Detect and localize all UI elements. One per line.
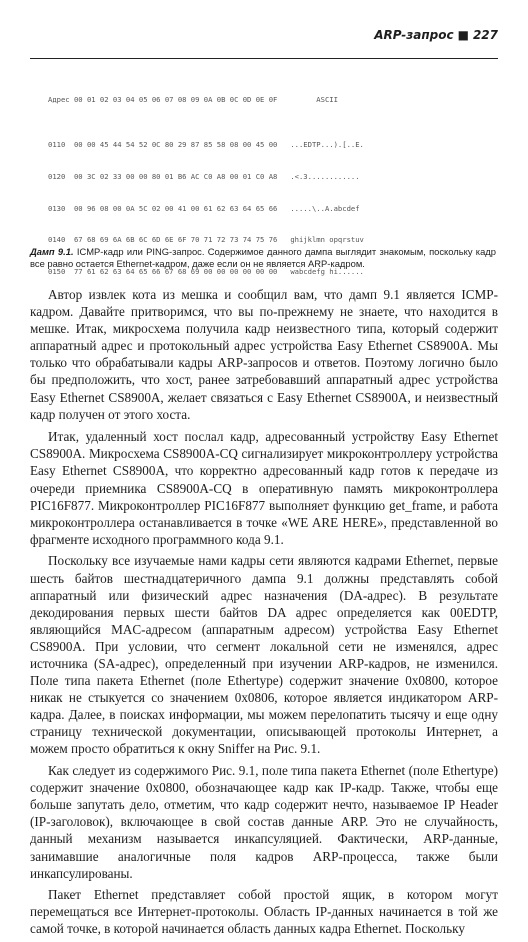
header-separator: ■ xyxy=(457,28,469,42)
running-header xyxy=(30,28,498,50)
hex-dump-row: 0140 67 68 69 6A 6B 6C 6D 6E 6F 70 71 72 73 74 75 76 ghijklmn opqrstuv xyxy=(48,235,364,245)
dump-caption xyxy=(30,246,496,270)
hex-dump-header: Адрес 00 01 02 03 04 05 06 07 08 09 0A 0B 0C 0D 0E 0F ASCII xyxy=(48,95,338,105)
header-rule xyxy=(30,58,498,59)
hex-dump-row: 0150 77 61 62 63 64 65 66 67 68 69 00 00 00 00 00 00 wabcdefg hi...... xyxy=(48,267,364,277)
paragraph: Автор извлек кота из мешка и сообщил вам, что дамп 9.1 является ICMP-кадром. Давайте притворимся, что вы по-прежнему не знаете, что находится в мешке. Итак, микросхема получила кадр неизвестного типа, который содержит аппаратный адрес и протокольный адрес устройства Easy Ethernet CS8900A. Мы только что обрабатывали кадры ARP-запросов и ответов. Поэтому логично было бы предположить, что хост, ранее затребовавший аппаратный адрес устройства Easy Ethernet CS8900A, желает связаться с Easy Ethernet CS8900A, и неизвестный кадр получен от этого хоста. xyxy=(30,287,498,422)
caption-text: ICMP-кадр или PING-запрос. Содержимое данного дампа выглядит знакомым, поскольку кадр все равно остается Ethernet-кадром, даже если он не является ARP-кадром. xyxy=(30,246,496,270)
paragraph: Пакет Ethernet представляет собой простой ящик, в котором могут перемещаться все Интернет-протоколы. Область IP-данных начинается в той же самой точке, в которой начинается область данных кадра Ethernet. Поскольку xyxy=(30,887,498,937)
caption-label: Дамп 9.1. xyxy=(30,246,74,257)
page-number: 227 xyxy=(472,28,498,42)
body-text xyxy=(30,286,498,942)
hex-dump-row: 0120 00 3C 02 33 00 00 80 01 B6 AC C0 A8 00 01 C0 A8 .<.3............ xyxy=(48,171,360,181)
hex-dump-row: 0110 00 00 45 44 54 52 0C 80 29 87 85 58 08 00 45 00 ...EDTP...).[..E. xyxy=(48,139,364,149)
section-title: ARP-запрос xyxy=(374,28,454,42)
paragraph: Как следует из содержимого Рис. 9.1, поле типа пакета Ethernet (поле Ethertype) содержит значение 0x0800, обозначающее кадр как IP-кадр. Также, чтобы еще больше запутать дело, отметим, что кадр содержит нечто, называемое IP Header (IP-заголовок), включающее в свой состав данные ARP. Это не случайность, данный механизм называется инкапсуляцией. Фактически, ARP-данные, занимавшие аналогичные поля кадров ARP-процесса, также были инкапсулированы. xyxy=(30,763,498,881)
paragraph: Поскольку все изучаемые нами кадры сети являются кадрами Ethernet, первые шесть байтов шестнадцатеричного дампа 9.1 должны представлять собой аппаратный или физический адрес назначения (DA-адрес). В результате декодирования первых шести байтов DA адрес определяется как 00EDTP, являющийся MAC-адресом (аппаратным адресом) устройства Easy Ethernet CS8900A. При условии, что сегмент локальной сети не изменялся, адрес источника (SA-адрес), определенный при изучении ARP-кадров, не изменился. Поле типа пакета Ethernet (поле Ethertype) содержит значение 0x0800, которое никак не стыкуется со значением 0x0806, которое является индикатором ARP-кадра. Далее, в поисках информации, мы можем перелопатить тысячу и еще одну страницу технической документации, описывающей протоколы Интернет, а можем просто обратиться к окну Sniffer на Рис. 9.1. xyxy=(30,553,498,757)
hex-dump-row: 0130 00 96 08 00 0A 5C 02 00 41 00 61 62 63 64 65 66 .....\..A.abcdef xyxy=(48,203,360,213)
header-text xyxy=(374,28,498,42)
paragraph: Итак, удаленный хост послал кадр, адресованный устройству Easy Ethernet CS8900A. Микросхема CS8900A-CQ сигнализирует микроконтроллеру устройства Easy Ethernet CS8900A, что корректно адресованный кадр готов к передаче из очереди приемника CS8900A-CQ в оперативную память микроконтроллера PIC16F877. Микроконтроллер PIC16F877 выполняет функцию get_frame, и работа микроконтроллера останавливается в точке «WE ARE HERE», представленной во фрагменте исходного программного кода 9.1. xyxy=(30,429,498,547)
